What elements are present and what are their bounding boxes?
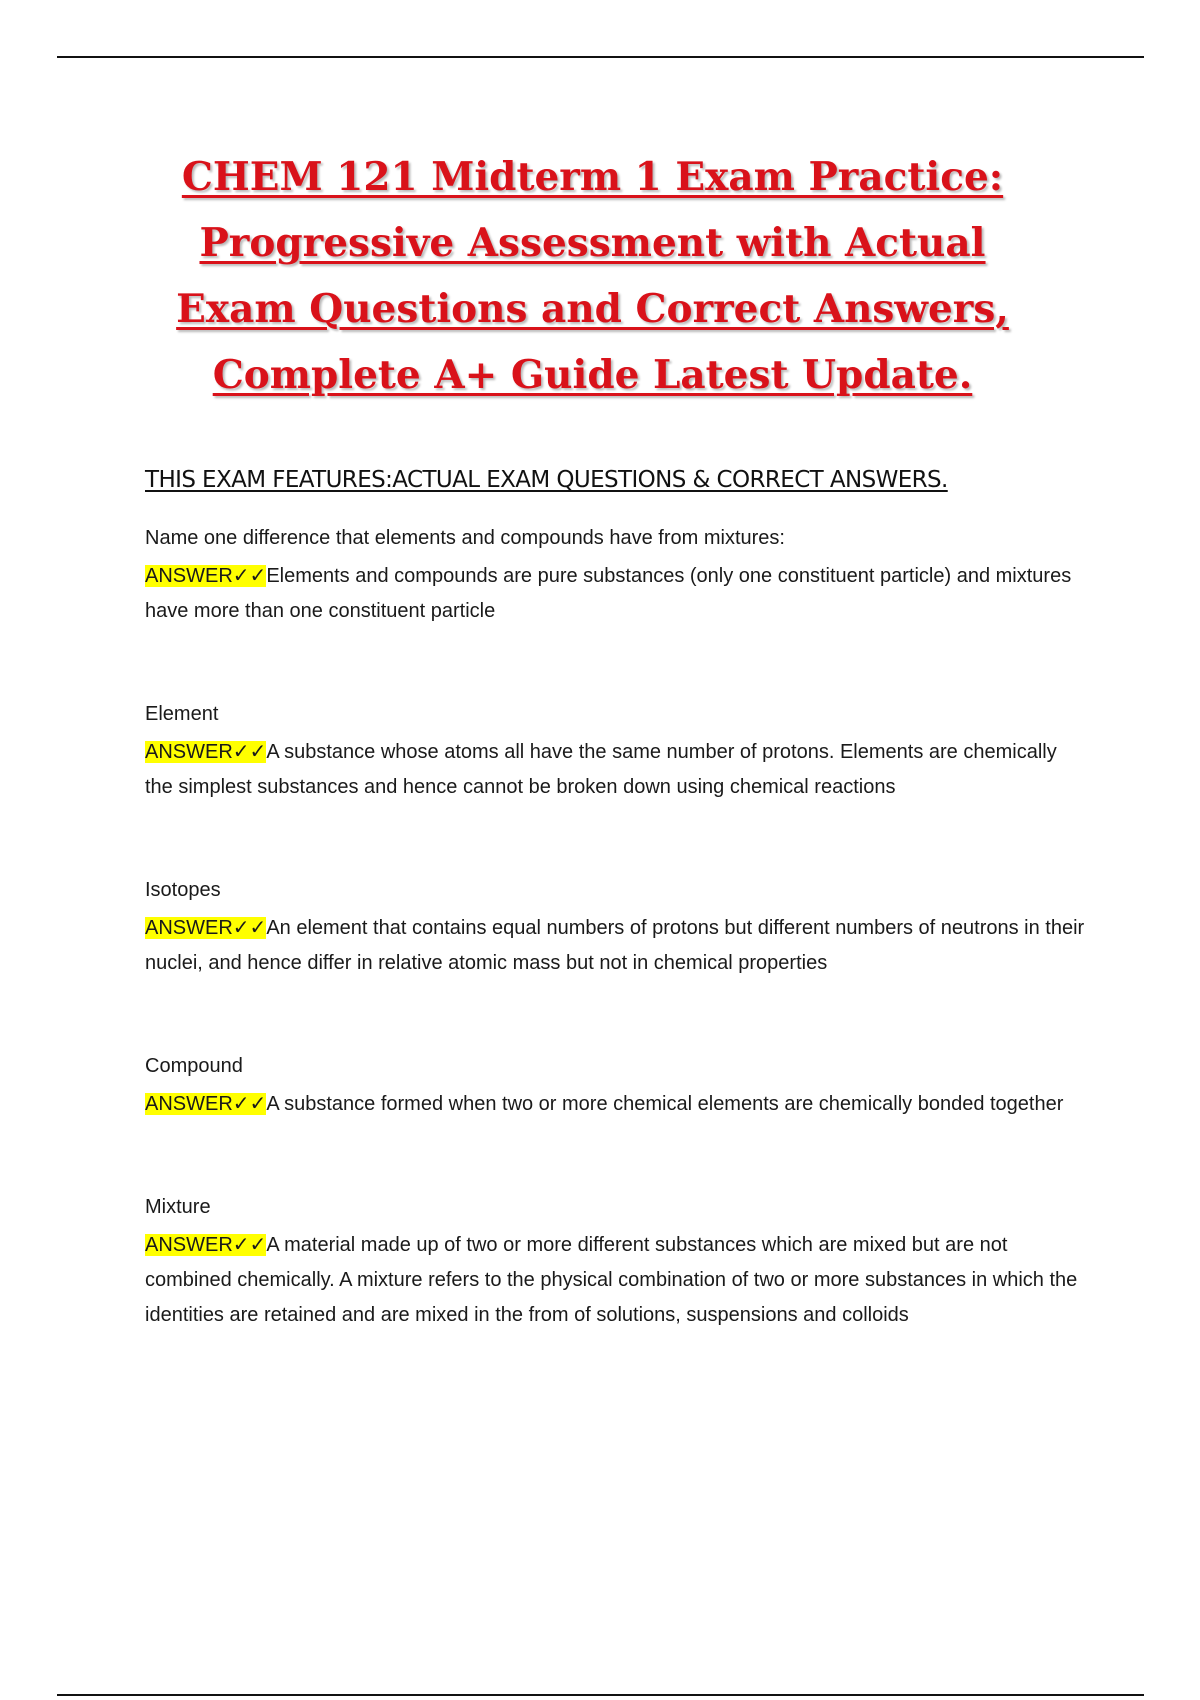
answer-tag: ANSWER✓✓	[145, 565, 267, 587]
question-text: Element	[145, 703, 219, 725]
question-text: Mixture	[145, 1196, 211, 1218]
answer-body: Elements and compounds are pure substances (only one constituent particle) and mixtures have more than one constituent particle	[145, 565, 1072, 622]
answer-body: A material made up of two or more different substances which are mixed but are not combined chemically. A mixture refers to the physical combination of two or more substances in which the identities are retained and are mixed in the from of solutions, suspensions and colloids	[145, 1234, 1078, 1326]
answer-text	[145, 911, 1085, 981]
qa-item	[145, 1049, 1085, 1122]
qa-item	[145, 1190, 1085, 1333]
answer-tag: ANSWER✓✓	[145, 1234, 267, 1256]
answer-body: An element that contains equal numbers of protons but different numbers of neutrons in their nuclei, and hence differ in relative atomic mass but not in chemical properties	[145, 917, 1085, 974]
qa-item	[145, 521, 1085, 629]
answer-body: A substance formed when two or more chemical elements are chemically bonded together	[266, 1093, 1064, 1115]
document-title: CHEM 121 Midterm 1 Exam Practice: Progressive Assessment with Actual Exam Questions and Correct Answers, Complete A+ Guide Latest Update.	[176, 154, 1009, 398]
answer-text	[145, 559, 1085, 629]
question-text: Compound	[145, 1055, 243, 1077]
answer-tag: ANSWER✓✓	[145, 1093, 267, 1115]
bottom-rule	[57, 1694, 1144, 1696]
qa-list	[145, 521, 1085, 1333]
question-text: Name one difference that elements and compounds have from mixtures:	[145, 527, 785, 549]
answer-body: A substance whose atoms all have the same number of protons. Elements are chemically the simplest substances and hence cannot be broken down using chemical reactions	[145, 741, 1057, 798]
answer-tag: ANSWER✓✓	[145, 741, 267, 763]
qa-item	[145, 873, 1085, 981]
top-rule	[57, 56, 1144, 58]
answer-tag: ANSWER✓✓	[145, 917, 267, 939]
answer-text	[145, 1228, 1085, 1333]
answer-text	[145, 1087, 1085, 1122]
question-text: Isotopes	[145, 879, 221, 901]
answer-text	[145, 735, 1085, 805]
features-heading: THIS EXAM FEATURES:ACTUAL EXAM QUESTIONS & CORRECT ANSWERS.	[145, 467, 948, 493]
qa-item	[145, 697, 1085, 805]
